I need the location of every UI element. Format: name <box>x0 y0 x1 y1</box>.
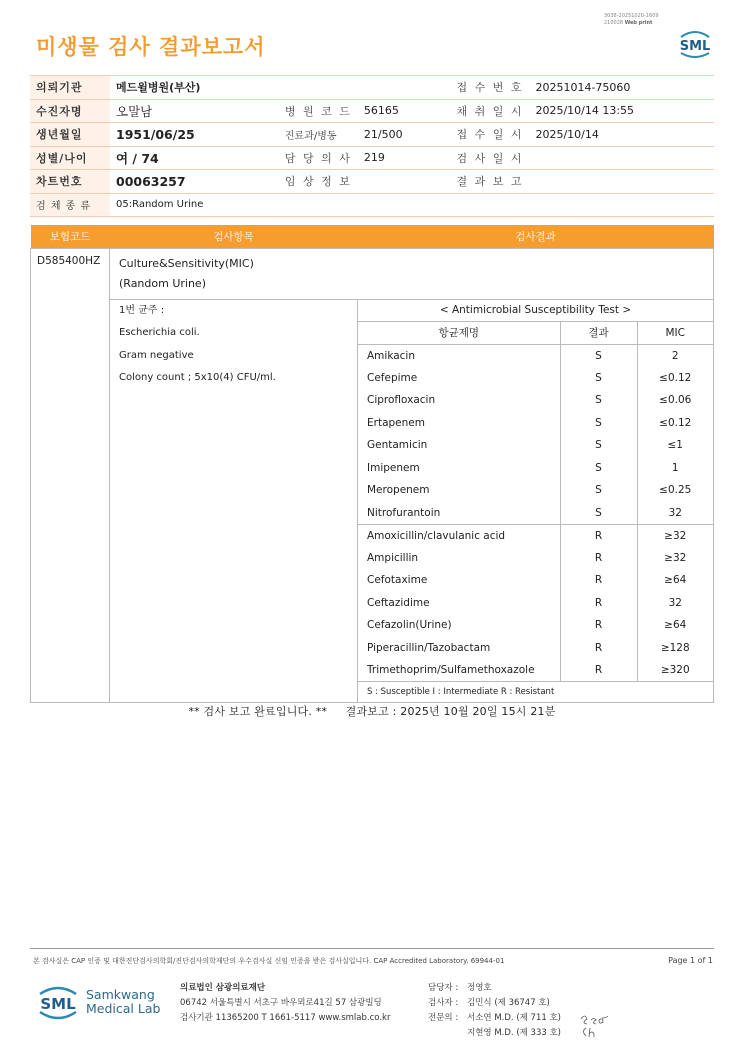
ast-header-drug: 항균제명 <box>358 322 560 345</box>
staff-row <box>428 1026 561 1041</box>
ast-row <box>358 344 713 367</box>
ast-result: S <box>560 367 637 390</box>
ast-mic: ≥32 <box>637 524 713 547</box>
page-title: 미생물 검사 결과보고서 <box>36 35 266 59</box>
staff-name: 서소연 M.D. (제 711 호) <box>467 1013 562 1023</box>
ast-row <box>358 637 713 660</box>
staff-role: 담당자 : <box>428 983 459 993</box>
footer-logo <box>36 982 160 1022</box>
birth-value: 1951/06/25 <box>110 123 271 147</box>
svg-text:SML: SML <box>40 995 76 1013</box>
ast-drug: Ciprofloxacin <box>367 394 436 407</box>
sex-age-value: 여 / 74 <box>110 146 271 170</box>
doctor-label: 담 당 의 사 <box>271 146 358 170</box>
header-test-item: 검사항목 <box>110 225 358 248</box>
insurance-code: D585400HZ <box>31 248 110 702</box>
report-complete-text: ** 검사 보고 완료입니다. ** 결과보고 : 2025년 10월 20일 15시 21분 <box>188 705 556 718</box>
dept-label: 진료과/병동 <box>271 123 358 147</box>
birth-label: 생년월일 <box>30 123 110 147</box>
organism-info <box>110 299 358 702</box>
report-value <box>529 170 714 194</box>
ast-result: S <box>560 344 637 367</box>
ast-mic: ≥320 <box>637 659 713 682</box>
ast-drug: Gentamicin <box>367 439 428 452</box>
accreditation-note: 본 검사실은 CAP 인증 및 대한진단검사의학회/진단검사의학재단의 우수검사실 신임 인증을 받은 검사실입니다. CAP Accredited Laboratory. 69944-01 <box>33 957 505 965</box>
ast-row <box>358 502 713 525</box>
receipt-no-label: 접 수 번 호 <box>442 76 529 100</box>
brand-line1: Samkwang <box>86 987 155 1002</box>
test-name <box>110 248 714 299</box>
result-table <box>30 225 714 703</box>
staff-row <box>428 981 561 996</box>
ast-row <box>358 457 713 480</box>
staff-name: 지현영 M.D. (제 333 호) <box>467 1028 562 1038</box>
specimen-value: 05:Random Urine <box>110 193 714 217</box>
ast-row <box>358 569 713 592</box>
report-label: 결 과 보 고 <box>442 170 529 194</box>
sex-age-label: 성별/나이 <box>30 146 110 170</box>
test-date-value <box>529 146 714 170</box>
ast-mic: ≥64 <box>637 614 713 637</box>
ast-drug: Cefepime <box>367 371 418 384</box>
ast-result: S <box>560 479 637 502</box>
ast-row <box>358 659 713 682</box>
ast-drug: Amikacin <box>367 349 416 362</box>
test-name-line2: (Random Urine) <box>119 276 206 290</box>
svg-text:SML: SML <box>679 39 711 54</box>
ast-row <box>358 524 713 547</box>
colony-count: Colony count ; 5x10(4) CFU/ml. <box>119 372 276 383</box>
ast-result: S <box>560 457 637 480</box>
ast-result: S <box>560 434 637 457</box>
ast-drug: Cefazolin(Urine) <box>367 619 452 632</box>
ast-row <box>358 479 713 502</box>
staff-role: 전문의 : <box>428 1013 459 1023</box>
ast-mic: ≤0.06 <box>637 389 713 412</box>
patient-name-value: 오말남 <box>110 99 271 123</box>
ast-result: R <box>560 614 637 637</box>
test-date-label: 검 사 일 시 <box>442 146 529 170</box>
ast-mic: 2 <box>637 344 713 367</box>
footer-divider <box>30 948 714 949</box>
ast-mic: 1 <box>637 457 713 480</box>
signature-image <box>578 1010 612 1044</box>
ast-result: S <box>560 389 637 412</box>
staff-name: 김민식 (제 36747 호) <box>467 998 550 1008</box>
ast-row <box>358 592 713 615</box>
ast-row <box>358 434 713 457</box>
receipt-date-value: 2025/10/14 <box>529 123 714 147</box>
receipt-date-label: 접 수 일 시 <box>442 123 529 147</box>
staff-list <box>428 981 561 1041</box>
ast-mic: 32 <box>637 502 713 525</box>
document-code: 3038-20251020-1609 210028 Web print <box>604 13 659 26</box>
ast-row <box>358 547 713 570</box>
ast-header-result: 결과 <box>560 322 637 345</box>
org-contact: 검사기관 11365200 T 1661-5117 www.smlab.co.kr <box>180 1013 391 1023</box>
ast-drug: Amoxicillin/clavulanic acid <box>367 529 506 542</box>
collect-date-value: 2025/10/14 13:55 <box>529 99 714 123</box>
ast-mic: ≥64 <box>637 569 713 592</box>
header-insurance-code: 보험코드 <box>31 225 110 248</box>
organism-heading: 1번 균주 : <box>119 304 165 316</box>
organism-name: Escherichia coli. <box>119 327 200 338</box>
gram-stain: Gram negative <box>119 349 194 361</box>
organization-info <box>180 981 390 1026</box>
ast-header-mic: MIC <box>637 322 713 345</box>
ast-mic: ≤0.12 <box>637 412 713 435</box>
ast-result: R <box>560 637 637 660</box>
patient-info-table <box>30 75 714 217</box>
ast-drug: Ampicillin <box>367 551 419 564</box>
staff-name: 정영호 <box>467 983 492 993</box>
ast-mic: ≤1 <box>637 434 713 457</box>
hospital-code-value: 56165 <box>358 99 443 123</box>
chart-no-value: 00063257 <box>110 170 271 194</box>
patient-name-label: 수진자명 <box>30 99 110 123</box>
clinical-info-label: 임 상 정 보 <box>271 170 358 194</box>
ast-mic: ≤0.12 <box>637 367 713 390</box>
ast-result: R <box>560 524 637 547</box>
ast-cell <box>358 299 714 702</box>
clinical-info-value <box>358 170 443 194</box>
ast-title: < Antimicrobial Susceptibility Test > <box>358 300 713 322</box>
ast-legend: S : Susceptible I : Intermediate R : Resistant <box>358 682 713 702</box>
staff-role <box>428 1026 467 1041</box>
page-number: Page 1 of 1 <box>668 956 713 965</box>
specimen-label: 검 체 종 류 <box>30 193 110 217</box>
test-name-line1: Culture&Sensitivity(MIC) <box>119 256 254 270</box>
hospital-code-label: 병 원 코 드 <box>271 99 358 123</box>
ast-mic: ≤0.25 <box>637 479 713 502</box>
ast-drug: Imipenem <box>367 461 420 474</box>
sml-footer-icon <box>36 982 80 1022</box>
org-address: 06742 서울특별시 서초구 바우뫼로41길 57 삼광빌딩 <box>180 998 382 1008</box>
request-org-label: 의뢰기관 <box>30 76 110 100</box>
request-org-value: 메드윌병원(부산) <box>110 76 271 100</box>
receipt-no-value: 20251014-75060 <box>529 76 714 100</box>
ast-result: R <box>560 569 637 592</box>
ast-table <box>358 300 713 702</box>
staff-row <box>428 1011 561 1026</box>
ast-row <box>358 412 713 435</box>
staff-row <box>428 996 561 1011</box>
ast-result: S <box>560 412 637 435</box>
ast-drug: Ertapenem <box>367 416 425 429</box>
ast-drug: Nitrofurantoin <box>358 502 560 525</box>
header-test-result: 검사결과 <box>358 225 714 248</box>
ast-drug: Cefotaxime <box>367 574 428 587</box>
ast-row <box>358 367 713 390</box>
ast-drug: Piperacillin/Tazobactam <box>367 641 491 654</box>
doctor-value: 219 <box>358 146 443 170</box>
org-name: 의료법인 삼광의료재단 <box>180 983 266 993</box>
ast-result: R <box>560 547 637 570</box>
ast-mic: ≥128 <box>637 637 713 660</box>
ast-result: S <box>560 502 637 525</box>
ast-result: R <box>560 659 637 682</box>
sml-logo <box>675 27 715 65</box>
ast-drug: Meropenem <box>367 484 430 497</box>
dept-value: 21/500 <box>358 123 443 147</box>
ast-mic: 32 <box>637 592 713 615</box>
ast-drug: Ceftazidime <box>367 596 430 609</box>
ast-result: R <box>560 592 637 615</box>
chart-no-label: 차트번호 <box>30 170 110 194</box>
collect-date-label: 채 취 일 시 <box>442 99 529 123</box>
ast-row <box>358 389 713 412</box>
ast-row <box>358 614 713 637</box>
staff-role: 검사자 : <box>428 998 459 1008</box>
brand-line2: Medical Lab <box>86 1001 161 1016</box>
ast-drug: Trimethoprim/Sulfamethoxazole <box>367 664 535 676</box>
ast-mic: ≥32 <box>637 547 713 570</box>
